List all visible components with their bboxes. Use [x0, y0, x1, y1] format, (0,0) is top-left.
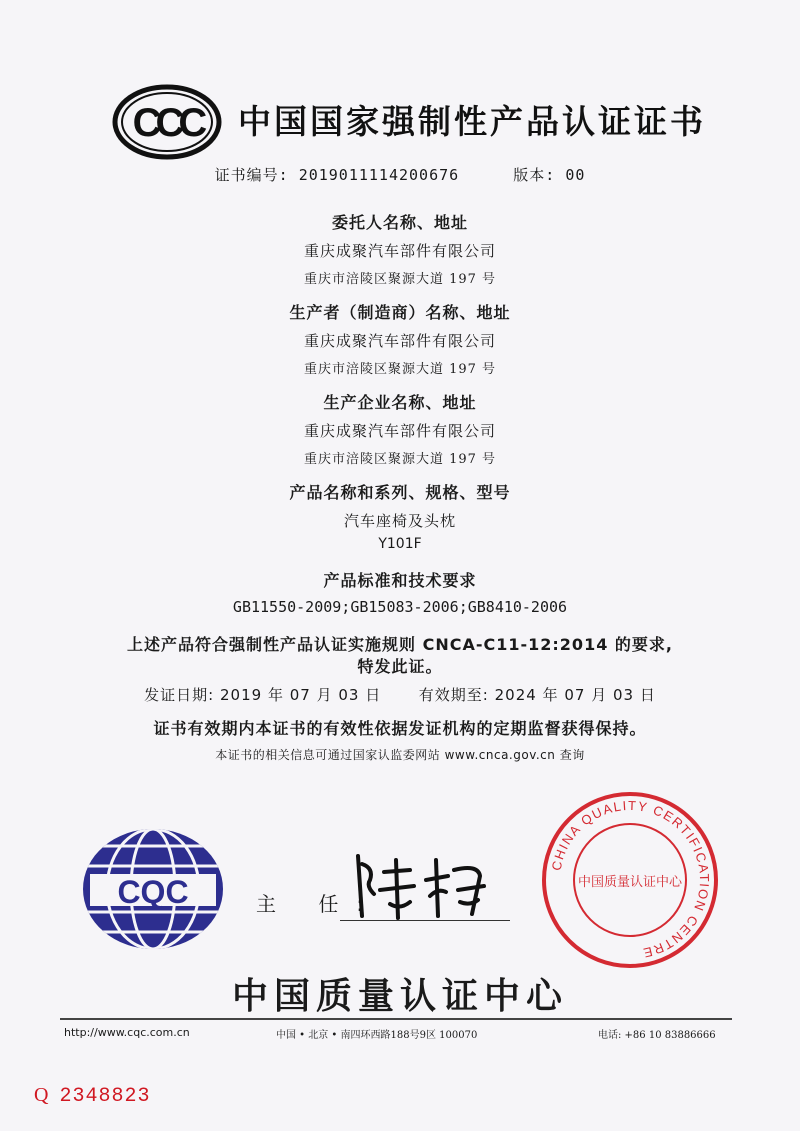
validity-note: 证书有效期内本证书的有效性依据发证机构的定期监督获得保持。: [153, 719, 647, 738]
cert-number: 2019011114200676: [298, 166, 460, 184]
dates-line: [0, 684, 800, 705]
factory-title: 生产企业名称、地址: [323, 393, 477, 412]
issue-date-label: 发证日期:: [144, 686, 215, 704]
manufacturer-title: 生产者（制造商）名称、地址: [289, 303, 511, 322]
version-label: 版本:: [513, 166, 556, 184]
footer-address: 中国 • 北京 • 南四环西路188号9区 100070: [276, 1030, 478, 1041]
director-label: 主 任:: [256, 892, 382, 916]
serial-value: 2348823: [59, 1085, 151, 1108]
standards-title: 产品标准和技术要求: [323, 571, 477, 590]
handwritten-signature-icon: [340, 846, 500, 926]
version-value: 00: [565, 166, 586, 184]
manufacturer-name: 重庆成聚汽车部件有限公司: [303, 332, 496, 350]
seal-inner-text: 中国质量认证中心: [577, 875, 683, 890]
ccc-logo-text: CCC: [132, 101, 202, 145]
certification-seal-icon: [540, 790, 720, 970]
footer-divider: [60, 1018, 732, 1020]
issuing-organization: 中国质量认证中心: [231, 976, 568, 1017]
applicant-name: 重庆成聚汽车部件有限公司: [303, 242, 496, 260]
expiry-date-label: 有效期至:: [418, 686, 489, 704]
certificate-title: 中国国家强制性产品认证证书: [238, 102, 706, 141]
serial-prefix: Q: [34, 1084, 50, 1106]
product-title: 产品名称和系列、规格、型号: [289, 483, 511, 502]
cert-number-label: 证书编号:: [214, 166, 289, 184]
footer-website: http://www.cqc.com.cn: [64, 1026, 190, 1039]
applicant-address: 重庆市涪陵区聚源大道 197 号: [303, 272, 497, 287]
factory-address: 重庆市涪陵区聚源大道 197 号: [303, 452, 497, 467]
compliance-statement-line1: 上述产品符合强制性产品认证实施规则 CNCA-C11-12:2014 的要求,: [127, 635, 673, 654]
expiry-date: 2024 年 07 月 03 日: [494, 686, 656, 704]
cqc-globe-logo-icon: [78, 824, 228, 954]
standards-value: GB11550-2009;GB15083-2006;GB8410-2006: [232, 598, 568, 616]
certificate-number-line: [0, 164, 800, 185]
applicant-title: 委托人名称、地址: [331, 213, 468, 232]
issue-date: 2019 年 07 月 03 日: [220, 686, 382, 704]
seal-ring-text: CHINA QUALITY CERTIFICATION CENTRE: [548, 797, 713, 961]
query-note: 本证书的相关信息可通过国家认监委网站 www.cnca.gov.cn 查询: [215, 748, 585, 762]
cqc-logo-text: CQC: [117, 874, 189, 910]
product-name: 汽车座椅及头枕: [343, 512, 456, 530]
ccc-logo-icon: [112, 84, 222, 160]
signature-line: [340, 920, 510, 921]
serial-number: [34, 1084, 150, 1108]
manufacturer-address: 重庆市涪陵区聚源大道 197 号: [303, 362, 497, 377]
footer-phone: 电话: +86 10 83886666: [598, 1030, 716, 1041]
compliance-statement-line2: 特发此证。: [357, 657, 443, 676]
factory-name: 重庆成聚汽车部件有限公司: [303, 422, 496, 440]
product-model: Y101F: [378, 536, 422, 552]
